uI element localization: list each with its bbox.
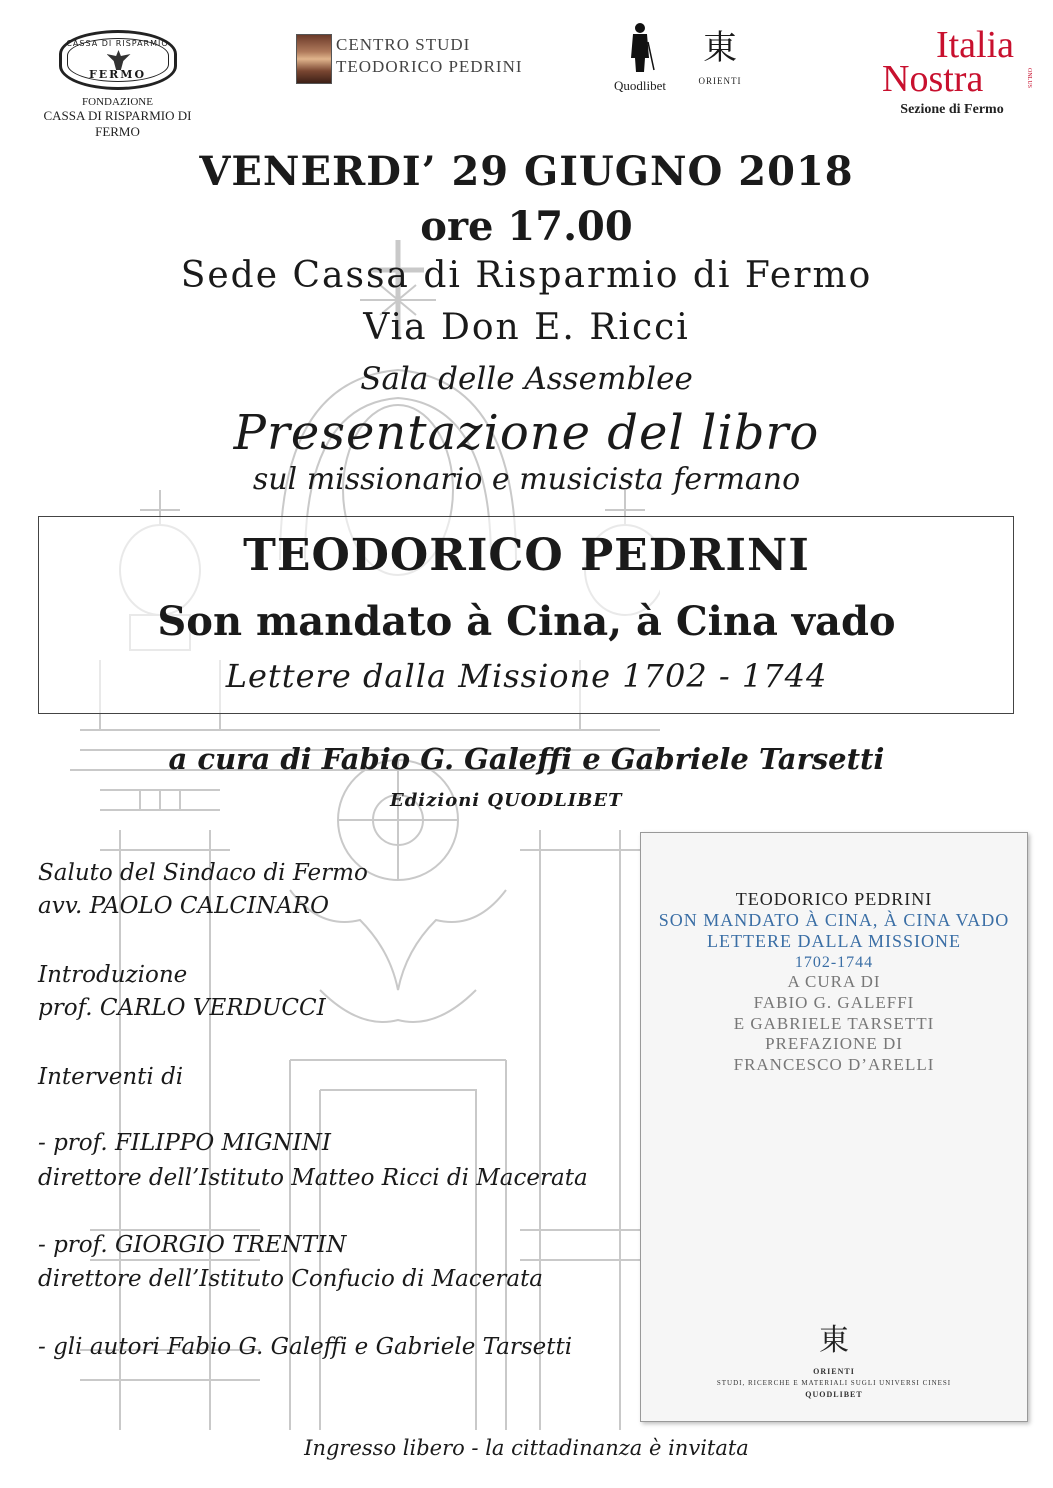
book-author: TEODORICO PEDRINI bbox=[243, 530, 810, 581]
quodlibet-logo bbox=[600, 22, 680, 94]
fondazione-seal: CASSA DI RISPARMIO FERMO bbox=[59, 30, 177, 90]
italia-nostra-line1: Italia bbox=[935, 24, 1014, 66]
book-subtitle: Lettere dalla Missione 1702 - 1744 bbox=[225, 657, 828, 695]
fondazione-name: CASSA DI RISPARMIO DI FERMO bbox=[43, 108, 192, 139]
program-speaker-1-role: direttore dell’Istituto Matteo Ricci di Macerata bbox=[38, 1165, 588, 1191]
cover-pref-1: PREFAZIONE DI bbox=[765, 1034, 903, 1053]
event-room: Sala delle Assemblee bbox=[360, 361, 693, 397]
program-speaker-2-name: - prof. GIORGIO TRENTIN bbox=[38, 1232, 347, 1258]
presentation-title: Presentazione del libro bbox=[233, 405, 820, 461]
quodlibet-figure-icon bbox=[625, 22, 655, 74]
fondazione-logo bbox=[20, 30, 215, 140]
program-authors: - gli autori Fabio G. Galeffi e Gabriele Tarsetti bbox=[38, 1334, 573, 1360]
event-date: VENERDI’ 29 GIUGNO 2018 bbox=[199, 148, 854, 195]
program-speaker-1-name: - prof. FILIPPO MIGNINI bbox=[38, 1130, 331, 1156]
event-time: ore 17.00 bbox=[420, 203, 633, 250]
orienti-glyph-icon: 東 bbox=[703, 28, 737, 68]
cover-cura-3: E GABRIELE TARSETTI bbox=[733, 1014, 935, 1033]
cover-title-2: LETTERE DALLA MISSIONE bbox=[707, 931, 961, 951]
program-greeting-role: Saluto del Sindaco di Fermo bbox=[38, 860, 368, 886]
cover-cura-2: FABIO G. GALEFFI bbox=[753, 993, 915, 1012]
event-venue: Sede Cassa di Risparmio di Fermo bbox=[180, 255, 873, 296]
cover-years: 1702-1744 bbox=[794, 954, 874, 971]
cover-orienti-glyph-icon: 東 bbox=[819, 1324, 849, 1357]
book-publisher: Edizioni QUODLIBET bbox=[390, 790, 623, 811]
centro-studi-line1: CENTRO STUDI bbox=[336, 35, 471, 54]
fondazione-label: FONDAZIONE bbox=[82, 96, 153, 108]
cover-series: ORIENTI bbox=[813, 1367, 855, 1376]
italia-nostra-line2: Nostra ONLUS bbox=[882, 62, 1022, 96]
program-interventions-heading: Interventi di bbox=[38, 1064, 184, 1090]
program-intro-name: prof. CARLO VERDUCCI bbox=[38, 995, 326, 1021]
italia-nostra-logo bbox=[882, 24, 1032, 118]
cover-cura-1: A CURA DI bbox=[787, 972, 881, 991]
presentation-subtitle: sul missionario e musicista fermano bbox=[252, 462, 801, 497]
italia-nostra-section: Sezione di Fermo bbox=[900, 102, 1004, 117]
book-title: Son mandato à Cina, à Cina vado bbox=[157, 598, 896, 645]
cover-title-1: SON MANDATO À CINA, À CINA VADO bbox=[658, 910, 1010, 930]
book-cover-image bbox=[640, 832, 1028, 1422]
book-editors: a cura di Fabio G. Galeffi e Gabriele Tarsetti bbox=[168, 742, 885, 776]
orienti-name: ORIENTI bbox=[698, 76, 742, 86]
event-street: Via Don E. Ricci bbox=[363, 307, 690, 348]
cover-author: TEODORICO PEDRINI bbox=[735, 889, 933, 909]
cover-pref-2: FRANCESCO D’ARELLI bbox=[733, 1055, 935, 1074]
pedrini-portrait bbox=[296, 34, 332, 84]
onlus-tag: ONLUS bbox=[1026, 68, 1032, 89]
centro-studi-logo bbox=[336, 34, 523, 78]
orienti-logo bbox=[690, 26, 750, 86]
centro-studi-line2: TEODORICO PEDRINI bbox=[336, 57, 523, 76]
footer-note: Ingresso libero - la cittadinanza è invitata bbox=[304, 1436, 749, 1460]
program-intro-role: Introduzione bbox=[38, 962, 188, 988]
quodlibet-name: Quodlibet bbox=[614, 78, 666, 93]
cover-series-desc: STUDI, RICERCHE E MATERIALI SUGLI UNIVERSI CINESI bbox=[716, 1379, 952, 1387]
program-greeting-name: avv. PAOLO CALCINARO bbox=[38, 893, 329, 919]
program-speaker-2-role: direttore dell’Istituto Confucio di Macerata bbox=[38, 1266, 544, 1292]
cover-publisher: QUODLIBET bbox=[805, 1390, 863, 1399]
